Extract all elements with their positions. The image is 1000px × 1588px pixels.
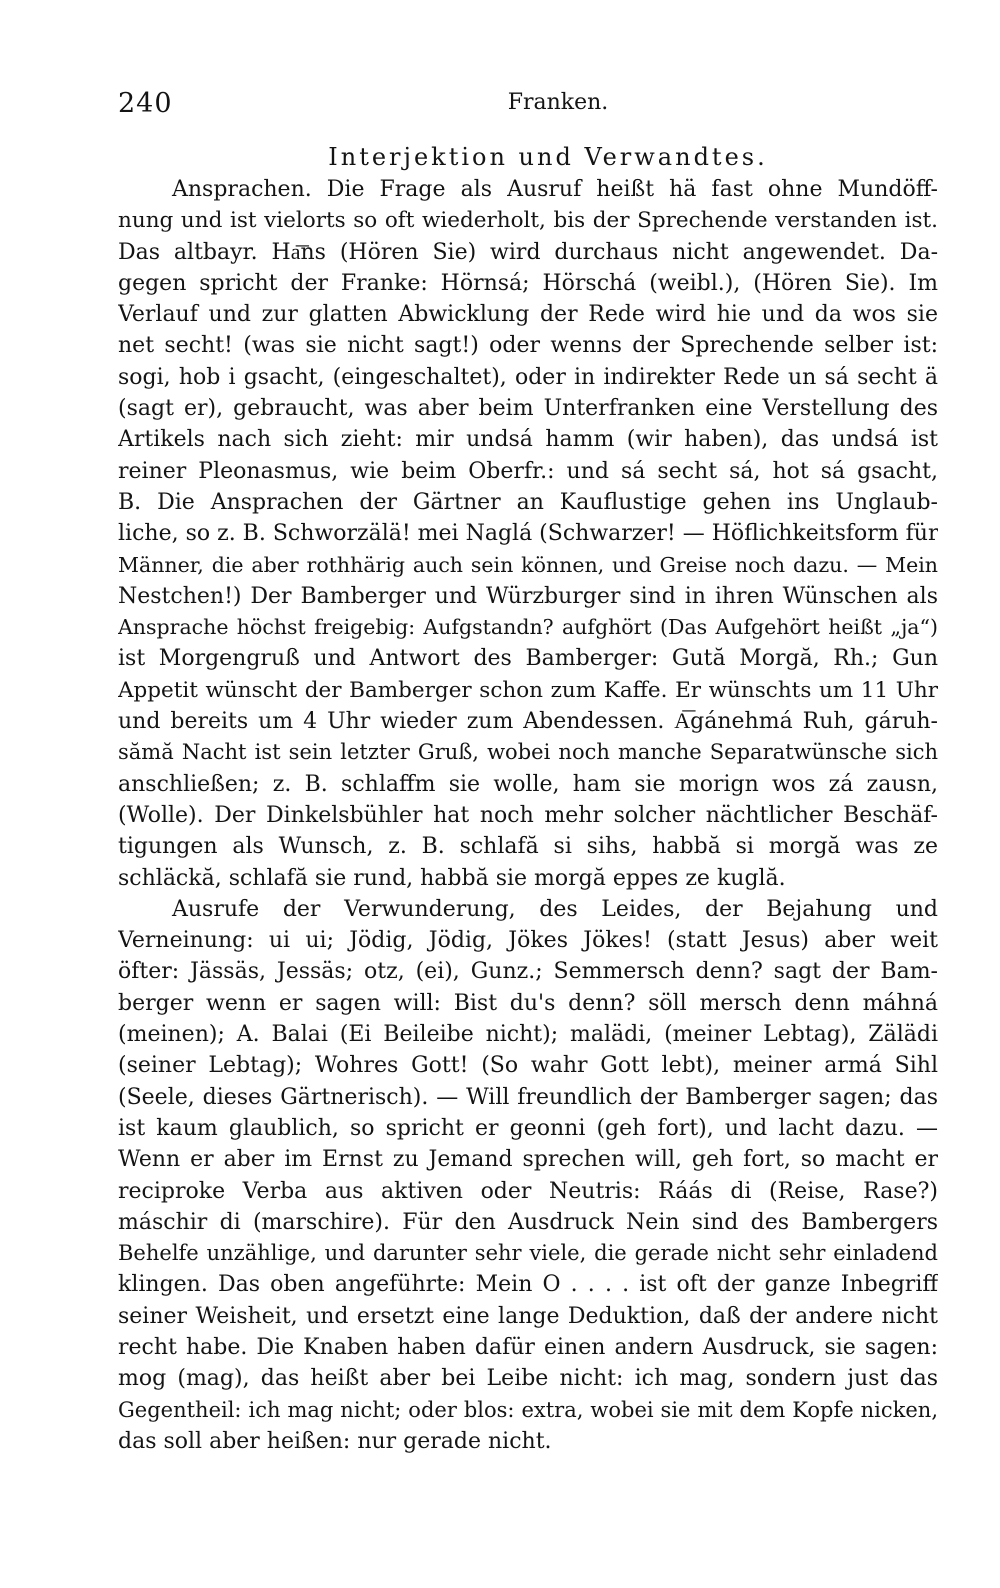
text-line: Artikels nach sich zieht: mir undsá hamm (wir haben), das undsá ist <box>118 427 938 453</box>
text-line: gegen spricht der Franke: Hörnsá; Hörschá (weibl.), (Hören Sie). Im <box>118 270 938 296</box>
text-line: Ansprachen. Die Frage als Ausruf heißt hä fast ohne Mundöff- <box>172 177 938 202</box>
text-line: nung und ist vielorts so oft wiederholt, bis der Sprechende verstanden ist. <box>118 208 938 234</box>
text-line: öfter: Jässäs, Jessäs; otz, (ei), Gunz.; Semmersch denn? sagt der Bam- <box>118 959 938 985</box>
text-line: net secht! (was sie nicht sagt!) oder wenns der Sprechende selber ist: <box>118 333 938 359</box>
body-text <box>118 174 938 1457</box>
text-line: schläckă, schlafă sie rund, habbă sie morgă eppes ze kuglă. <box>118 865 786 891</box>
text-line: máschir di (marschire). Für den Ausdruck Nein sind des Bambergers <box>118 1209 938 1235</box>
text-line: (Seele, dieses Gärtnerisch). — Will freundlich der Bamberger sagen; das <box>118 1084 938 1110</box>
text-line: mog (mag), das heißt aber bei Leibe nicht: ich mag, sondern just das <box>118 1366 938 1392</box>
text-line: berger wenn er sagen will: Bist du's denn? söll mersch denn máhná <box>118 990 938 1016</box>
text-line: seiner Weisheit, und ersetzt eine lange Deduktion, daß der andere nicht <box>118 1303 938 1329</box>
text-line: Gegentheil: ich mag nicht; oder blos: extra, wobei sie mit dem Kopfe nicken, <box>118 1397 938 1422</box>
text-line: B. Die Ansprachen der Gärtner an Kauflustige gehen ins Unglaub- <box>118 489 938 515</box>
text-line: Das altbayr. Ha͞ns (Hören Sie) wird durchaus nicht angewendet. Da- <box>118 239 938 265</box>
running-head: Franken. <box>507 90 609 115</box>
text-line: recht habe. Die Knaben haben dafür einen andern Ausdruck, sie sagen: <box>118 1334 938 1360</box>
text-line: Männer, die aber rothhärig auch sein können, und Greise noch dazu. — Mein <box>118 552 938 577</box>
text-line: Nestchen!) Der Bamberger und Würzburger sind in ihren Wünschen als <box>118 583 938 609</box>
text-line: Ausrufe der Verwunderung, des Leides, der Bejahung und <box>172 896 938 922</box>
text-line: Appetit wünscht der Bamberger schon zum Kaffe. Er wünschts um 11 Uhr <box>118 677 938 703</box>
text-line: (sagt er), gebraucht, was aber beim Unterfranken eine Verstellung des <box>118 396 938 422</box>
page-number: 240 <box>118 88 173 119</box>
text-line: (meinen); A. Balai (Ei Beileibe nicht); malädi, (meiner Lebtag), Zälädi <box>118 1022 938 1048</box>
text-line: sogi, hob i gsacht, (eingeschaltet), oder in indirekter Rede un sá secht ä <box>118 364 938 390</box>
text-line: Verlauf und zur glatten Abwicklung der Rede wird hie und da wos sie <box>118 302 938 328</box>
text-line: tigungen als Wunsch, z. B. schlafă si sihs, habbă si morgă was ze <box>118 834 938 860</box>
text-line: reciproke Verba aus aktiven oder Neutris: Ráás di (Reise, Rase?) <box>118 1178 938 1204</box>
text-line: Verneinung: ui ui; Jödig, Jödig, Jökes Jökes! (statt Jesus) aber weit <box>118 928 938 954</box>
text-line: Behelfe unzählige, und darunter sehr viele, die gerade nicht sehr einladend <box>118 1241 938 1266</box>
text-line: (Wolle). Der Dinkelsbühler hat noch mehr solcher nächtlicher Beschäf- <box>118 802 938 828</box>
text-line: (seiner Lebtag); Wohres Gott! (So wahr Gott lebt), meiner armá Sihl <box>118 1053 938 1079</box>
text-line: das soll aber heißen: nur gerade nicht. <box>118 1428 552 1454</box>
text-line: sămă Nacht ist sein letzter Gruß, wobei noch manche Separatwünsche sich <box>118 740 938 765</box>
text-line: ist kaum glaublich, so spricht er geonni (geh fort), und lacht dazu. — <box>118 1115 938 1141</box>
text-line: klingen. Das oben angeführte: Mein O . . . . ist oft der ganze Inbegriff <box>118 1272 938 1298</box>
text-line: Ansprache höchst freigebig: Aufgstandn? aufghört (Das Aufgehört heißt „ja“) <box>118 615 938 640</box>
text-line: reiner Pleonasmus, wie beim Oberfr.: und sá secht sá, hot sá gsacht, <box>118 458 938 484</box>
text-line: liche, so z. B. Schworzälä! mei Naglá (Schwarzer! — Höflichkeitsform für <box>118 521 938 547</box>
text-line: ist Morgengruß und Antwort des Bamberger: Gută Morgă, Rh.; Gun <box>118 646 938 672</box>
text-line: und bereits um 4 Uhr wieder zum Abendessen. A͞gánehmá Ruh, gáruh- <box>118 709 938 735</box>
text-line: anschließen; z. B. schlaffm sie wolle, ham sie morign wos zá zausn, <box>118 771 938 797</box>
text-line: Wenn er aber im Ernst zu Jemand sprechen will, geh fort, so macht er <box>118 1147 938 1173</box>
section-title: Interjektion und Verwandtes. <box>328 143 768 171</box>
page-header <box>118 82 938 122</box>
